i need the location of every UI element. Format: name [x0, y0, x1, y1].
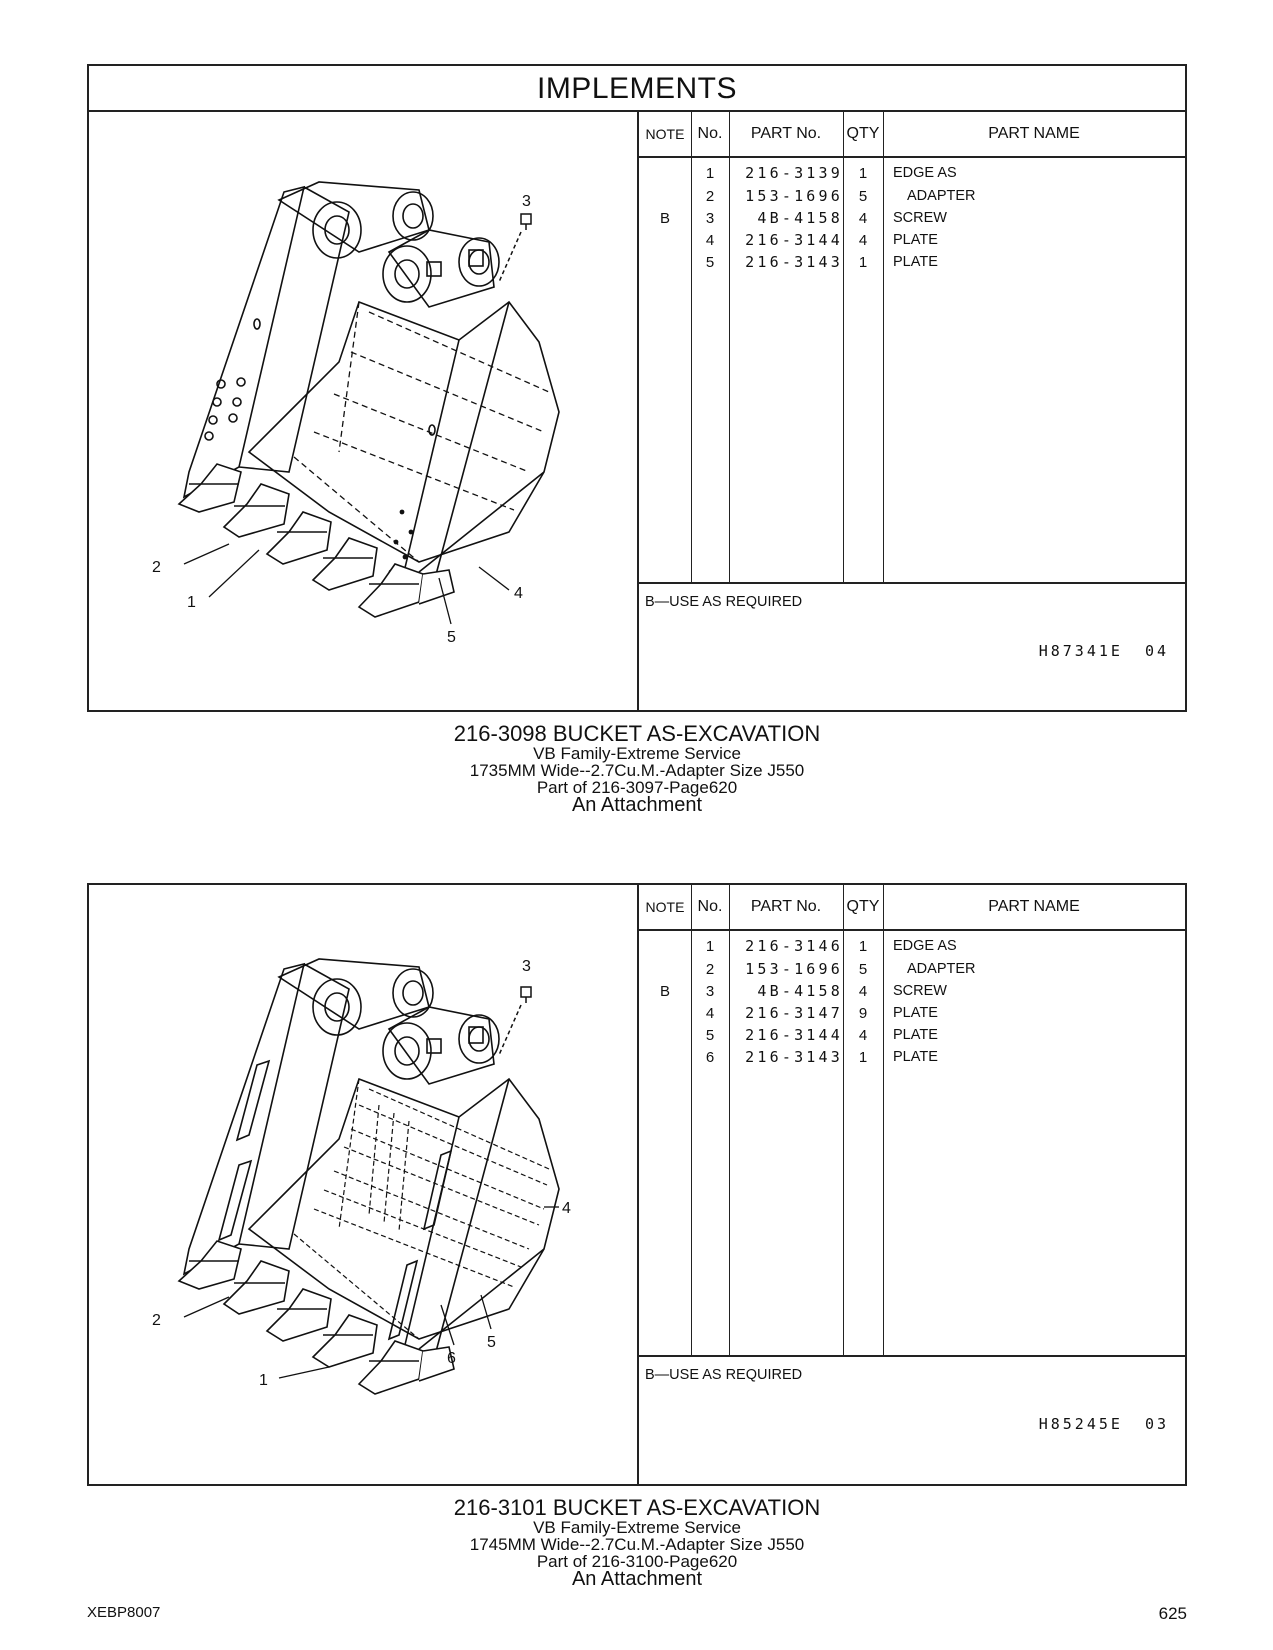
quantity: 5 — [858, 188, 868, 205]
part-name: EDGE AS — [893, 165, 957, 181]
quantity: 9 — [858, 1005, 868, 1022]
caption-line: Part of 216‑3100‑Page620 — [536, 1552, 738, 1571]
bucket-drawing-2 — [89, 885, 637, 1486]
table-footer-divider — [639, 582, 1185, 584]
panel-caption-1 — [87, 723, 1187, 814]
table-row — [639, 935, 1185, 958]
table-row — [639, 162, 1185, 185]
col-part-name: PART NAME — [988, 898, 1080, 915]
callout-5: 5 — [447, 629, 456, 646]
remark-note: B—USE AS REQUIRED — [645, 594, 803, 610]
part-name: PLATE — [893, 254, 938, 270]
parts-panel-1 — [87, 64, 1187, 712]
quantity: 1 — [858, 165, 868, 182]
revision-number: 04 — [1144, 642, 1169, 660]
table-row — [639, 229, 1185, 252]
caption-line: VB Family‑Extreme Service — [533, 1518, 741, 1537]
item-number: 6 — [705, 1049, 715, 1066]
col-no: No. — [697, 898, 723, 915]
document-code: XEBP8007 — [87, 1604, 161, 1621]
parts-header — [639, 112, 1185, 158]
quantity: 1 — [858, 254, 868, 271]
caption-line: 1745MM Wide‑‑2.7Cu.M.‑Adapter Size J550 — [469, 1535, 805, 1554]
part-name: ADAPTER — [907, 188, 976, 204]
parts-header — [639, 885, 1185, 931]
caption-line: Part of 216‑3097‑Page620 — [536, 778, 738, 797]
table-footer-divider — [639, 1355, 1185, 1357]
remark-note: B—USE AS REQUIRED — [645, 1367, 803, 1383]
panel-caption-2 — [87, 1497, 1187, 1588]
page-number: 625 — [1158, 1604, 1187, 1623]
table-row — [639, 958, 1185, 981]
section-title: IMPLEMENTS — [89, 66, 1185, 112]
quantity: 5 — [858, 961, 868, 978]
callout-4: 4 — [562, 1200, 571, 1217]
table-row — [639, 207, 1185, 230]
part-number: 4B-4158 — [757, 982, 843, 1000]
item-number: 1 — [705, 165, 715, 182]
note-cell: B — [659, 983, 670, 1000]
table-row — [639, 251, 1185, 274]
callout-1: 1 — [187, 594, 196, 611]
col-part-name: PART NAME — [988, 125, 1080, 142]
item-number: 5 — [705, 254, 715, 271]
parts-list-2 — [637, 885, 1185, 1484]
callout-2: 2 — [152, 1312, 161, 1329]
part-name: PLATE — [893, 1049, 938, 1065]
callout-1: 1 — [259, 1372, 268, 1389]
col-note: NOTE — [645, 126, 685, 142]
caption-line: VB Family‑Extreme Service — [533, 744, 741, 763]
part-number: 216-3143 — [745, 253, 843, 271]
part-name: SCREW — [893, 210, 947, 226]
callout-4: 4 — [514, 585, 523, 602]
part-number: 4B-4158 — [757, 209, 843, 227]
caption-line: An Attachment — [571, 1568, 703, 1590]
callout-3: 3 — [522, 193, 531, 210]
item-number: 2 — [705, 961, 715, 978]
drawing-reference — [1039, 1415, 1169, 1433]
col-note: NOTE — [645, 899, 685, 915]
reference-code: H87341E — [1038, 642, 1123, 660]
revision-number: 03 — [1144, 1415, 1169, 1433]
caption-line: An Attachment — [571, 794, 703, 816]
part-number: 216-3144 — [745, 231, 843, 249]
callout-5: 5 — [487, 1334, 496, 1351]
quantity: 4 — [858, 232, 868, 249]
part-name: SCREW — [893, 983, 947, 999]
item-number: 5 — [705, 1027, 715, 1044]
quantity: 1 — [858, 938, 868, 955]
part-number: 216-3139 — [745, 164, 843, 182]
item-number: 4 — [705, 1005, 715, 1022]
part-number: 153-1696 — [745, 960, 843, 978]
part-number: 216-3144 — [745, 1026, 843, 1044]
item-number: 4 — [705, 232, 715, 249]
bucket-illustration-1 — [89, 112, 637, 712]
callout-2: 2 — [152, 559, 161, 576]
caption-title: 216‑3098 BUCKET AS‑EXCAVATION — [453, 721, 821, 746]
part-name: EDGE AS — [893, 938, 957, 954]
table-row — [639, 185, 1185, 208]
item-number: 3 — [705, 210, 715, 227]
reference-code: H85245E — [1038, 1415, 1123, 1433]
col-no: No. — [697, 125, 723, 142]
caption-title: 216‑3101 BUCKET AS‑EXCAVATION — [453, 1495, 821, 1520]
item-number: 3 — [705, 983, 715, 1000]
part-name: PLATE — [893, 232, 938, 248]
caption-line: 1735MM Wide‑‑2.7Cu.M.‑Adapter Size J550 — [469, 761, 805, 780]
quantity: 4 — [858, 983, 868, 1000]
callout-3: 3 — [522, 958, 531, 975]
part-number: 153-1696 — [745, 187, 843, 205]
callout-6: 6 — [447, 1350, 456, 1367]
item-number: 2 — [705, 188, 715, 205]
parts-list-1 — [637, 112, 1185, 710]
col-part-no: PART No. — [750, 898, 822, 915]
drawing-reference — [1039, 642, 1169, 660]
quantity: 4 — [858, 210, 868, 227]
col-part-no: PART No. — [750, 125, 822, 142]
part-number: 216-3147 — [745, 1004, 843, 1022]
bucket-illustration-2 — [89, 885, 637, 1486]
item-number: 1 — [705, 938, 715, 955]
table-row — [639, 1002, 1185, 1025]
part-name: PLATE — [893, 1005, 938, 1021]
part-name: ADAPTER — [907, 961, 976, 977]
table-row — [639, 980, 1185, 1003]
table-row — [639, 1046, 1185, 1069]
note-cell: B — [659, 210, 670, 227]
col-qty: QTY — [846, 125, 880, 142]
part-number: 216-3143 — [745, 1048, 843, 1066]
part-number: 216-3146 — [745, 937, 843, 955]
quantity: 4 — [858, 1027, 868, 1044]
quantity: 1 — [858, 1049, 868, 1066]
table-row — [639, 1024, 1185, 1047]
parts-panel-2 — [87, 883, 1187, 1486]
bucket-drawing-1 — [89, 112, 637, 712]
col-qty: QTY — [846, 898, 880, 915]
part-name: PLATE — [893, 1027, 938, 1043]
